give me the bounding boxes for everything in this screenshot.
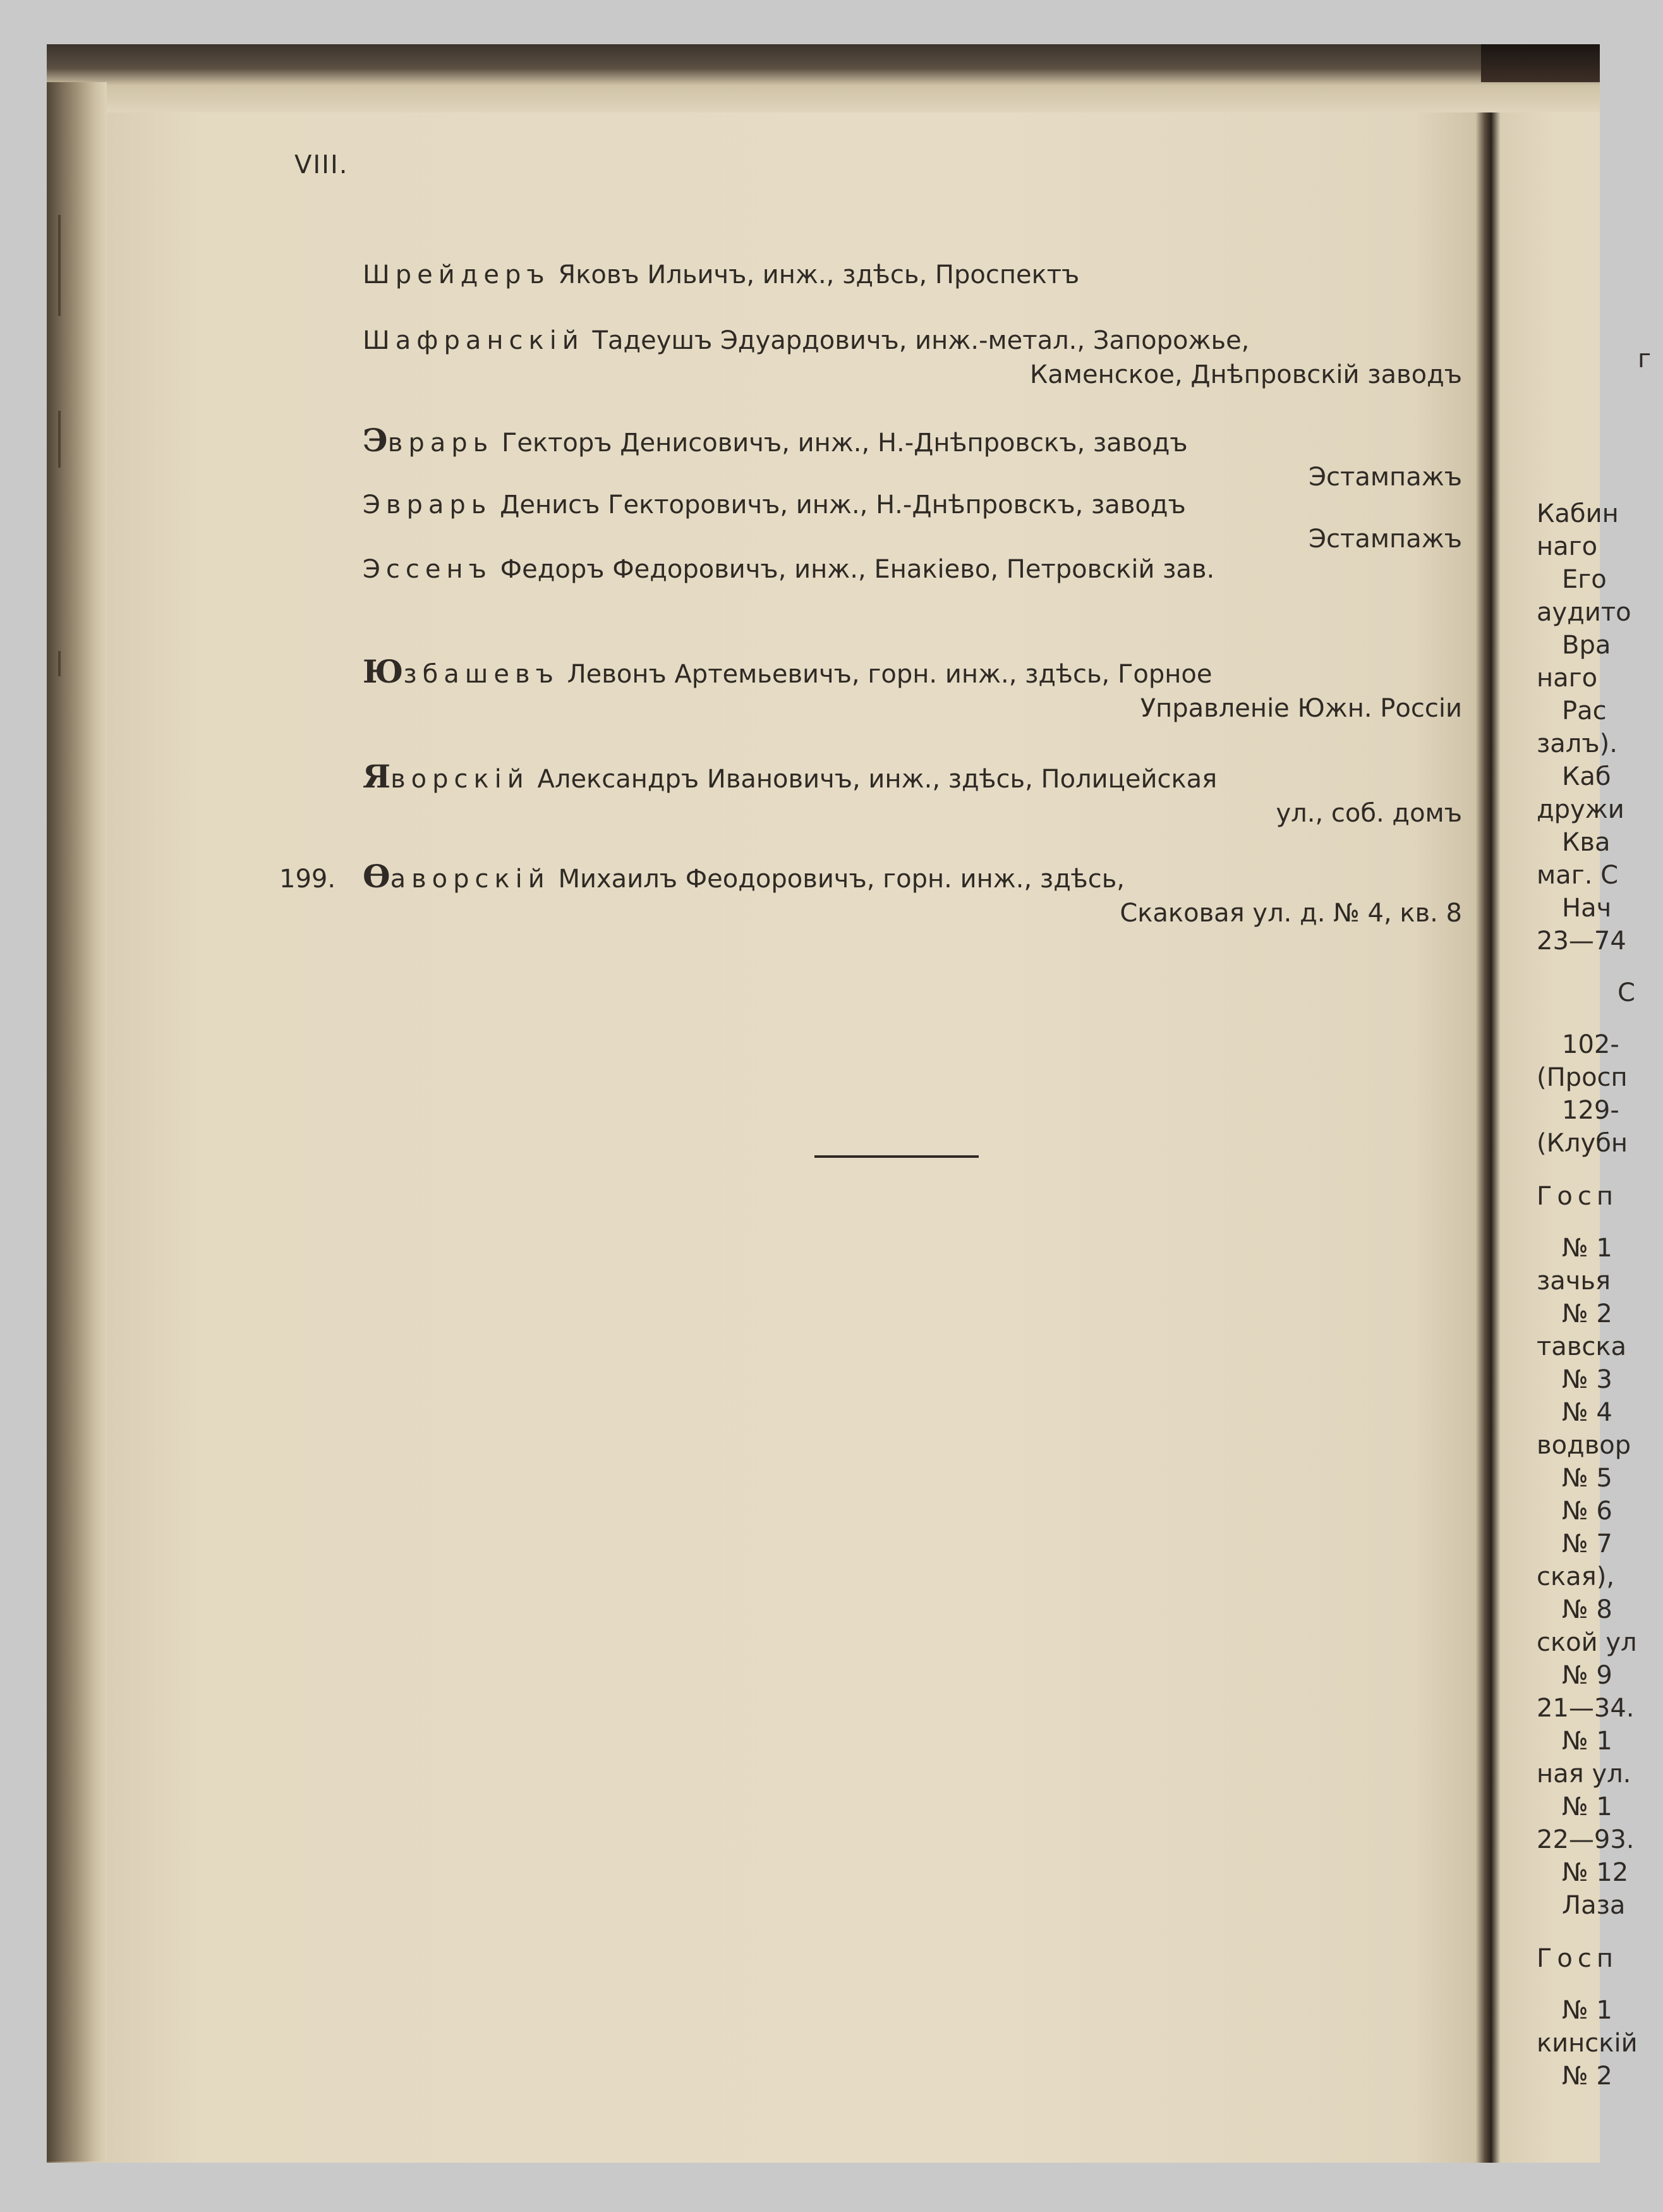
right-line: тавска bbox=[1537, 1332, 1627, 1361]
right-line: № 6 bbox=[1562, 1497, 1612, 1526]
right-line: Его bbox=[1562, 565, 1607, 594]
entry-text-cont: Эстампажъ bbox=[1309, 525, 1462, 554]
entry-name: Эссенъ bbox=[363, 555, 492, 584]
right-line: № 9 bbox=[1562, 1661, 1612, 1690]
entry-number: 199. bbox=[279, 865, 336, 894]
right-line: водвор bbox=[1537, 1431, 1631, 1460]
entry-favorsky bbox=[363, 860, 1462, 930]
entry-text: Михаилъ Феодоровичъ, горн. инж., здѣсь, bbox=[558, 865, 1125, 894]
section-rule bbox=[814, 1155, 979, 1158]
right-line: залъ). bbox=[1537, 729, 1618, 758]
entry-text: Яковъ Ильичъ, инж., здѣсь, Проспектъ bbox=[558, 260, 1080, 289]
entry-yuzbashev bbox=[363, 655, 1462, 726]
right-line: наго bbox=[1537, 532, 1598, 561]
right-line: ная ул. bbox=[1537, 1759, 1631, 1789]
entry-evrar-hector bbox=[363, 423, 1462, 494]
right-line: маг. С bbox=[1537, 861, 1619, 890]
entry-initial: Я bbox=[363, 758, 391, 795]
right-line: № 8 bbox=[1562, 1595, 1612, 1624]
right-line: кинскій bbox=[1537, 2029, 1638, 2058]
right-page-edge bbox=[1537, 44, 1663, 2163]
entry-text: Тадеушъ Эдуардовичъ, инж.-метал., Запорожье, bbox=[592, 326, 1250, 355]
right-line: № 2 bbox=[1562, 1299, 1612, 1328]
right-line: № 1 bbox=[1562, 1727, 1612, 1756]
entry-initial: Э bbox=[363, 422, 388, 459]
book-spread bbox=[47, 44, 1652, 2163]
entry-name: Шафранскій bbox=[363, 326, 584, 355]
entry-text-cont: Каменское, Днѣпровскій заводъ bbox=[1029, 360, 1462, 389]
entry-name: збашевъ bbox=[403, 660, 559, 689]
right-line: № 7 bbox=[1562, 1529, 1612, 1559]
right-line: Ква bbox=[1562, 828, 1611, 857]
right-line: Лаза bbox=[1562, 1891, 1626, 1920]
right-line: № 12 bbox=[1562, 1858, 1629, 1887]
entry-text: Гекторъ Денисовичъ, инж., Н.-Днѣпровскъ, заводъ bbox=[501, 428, 1188, 458]
right-line: № 4 bbox=[1562, 1398, 1612, 1427]
right-line: Кабин bbox=[1537, 499, 1619, 528]
right-line: 22—93. bbox=[1537, 1825, 1635, 1854]
right-line: Нач bbox=[1562, 894, 1612, 923]
entry-text-cont: Управленіе Южн. Россіи bbox=[1140, 694, 1462, 723]
entry-yavorsky bbox=[363, 760, 1462, 830]
right-line: ской ул bbox=[1537, 1628, 1637, 1657]
entry-text: Федоръ Федоровичъ, инж., Енакіево, Петровскій зав. bbox=[500, 555, 1215, 584]
right-line: Каб bbox=[1562, 762, 1611, 791]
right-line: (Просп bbox=[1537, 1063, 1628, 1092]
entry-initial: Ю bbox=[363, 653, 404, 690]
left-page bbox=[47, 44, 1600, 2163]
entry-text-cont: ул., соб. домъ bbox=[1276, 799, 1462, 828]
right-line: 21—34. bbox=[1537, 1694, 1635, 1723]
entry-shafransky bbox=[363, 324, 1462, 392]
right-line: 23—74 bbox=[1537, 927, 1626, 956]
entry-text: Денисъ Гекторовичъ, инж., Н.-Днѣпровскъ, заводъ bbox=[500, 490, 1186, 520]
right-line: (Клубн bbox=[1537, 1129, 1628, 1158]
right-line: № 3 bbox=[1562, 1365, 1612, 1394]
entry-shreider bbox=[363, 258, 1462, 292]
right-line: Госп bbox=[1537, 1182, 1619, 1211]
right-line: Госп bbox=[1537, 1944, 1619, 1973]
right-line: № 1 bbox=[1562, 1234, 1612, 1263]
entry-text-cont: Скаковая ул. д. № 4, кв. 8 bbox=[1120, 899, 1462, 928]
entry-name: Эврарь bbox=[363, 490, 492, 520]
right-line: 129- bbox=[1562, 1096, 1619, 1125]
entry-name: Шрейдеръ bbox=[363, 260, 550, 289]
right-line: дружи bbox=[1537, 795, 1624, 824]
page-folio: VIII. bbox=[294, 150, 349, 179]
entry-text: Александръ Ивановичъ, инж., здѣсь, Полицейская bbox=[537, 765, 1218, 794]
right-line: 102- bbox=[1562, 1030, 1619, 1059]
entry-text-cont: Эстампажъ bbox=[1309, 463, 1462, 492]
entry-name: врарь bbox=[387, 428, 494, 458]
right-line: № 1 bbox=[1562, 1792, 1612, 1821]
entry-text: Левонъ Артемьевичъ, горн. инж., здѣсь, Горное bbox=[567, 660, 1212, 689]
entry-evrar-denis bbox=[363, 488, 1462, 556]
right-line: ская), bbox=[1537, 1562, 1615, 1591]
right-line: аудито bbox=[1537, 598, 1631, 627]
entry-name: аворскій bbox=[390, 865, 550, 894]
entry-essen bbox=[363, 552, 1462, 586]
right-line: наго bbox=[1537, 664, 1598, 693]
right-line: Вра bbox=[1562, 631, 1611, 660]
right-line: Рас bbox=[1562, 696, 1607, 726]
entry-initial: Ѳ bbox=[363, 858, 390, 895]
right-line: г bbox=[1638, 344, 1652, 374]
right-line: зачья bbox=[1537, 1267, 1611, 1296]
right-line: № 2 bbox=[1562, 2062, 1612, 2091]
right-line: № 1 bbox=[1562, 1996, 1612, 2025]
right-line: С bbox=[1618, 978, 1635, 1007]
right-line: № 5 bbox=[1562, 1464, 1612, 1493]
entry-name: ворскій bbox=[390, 765, 529, 794]
